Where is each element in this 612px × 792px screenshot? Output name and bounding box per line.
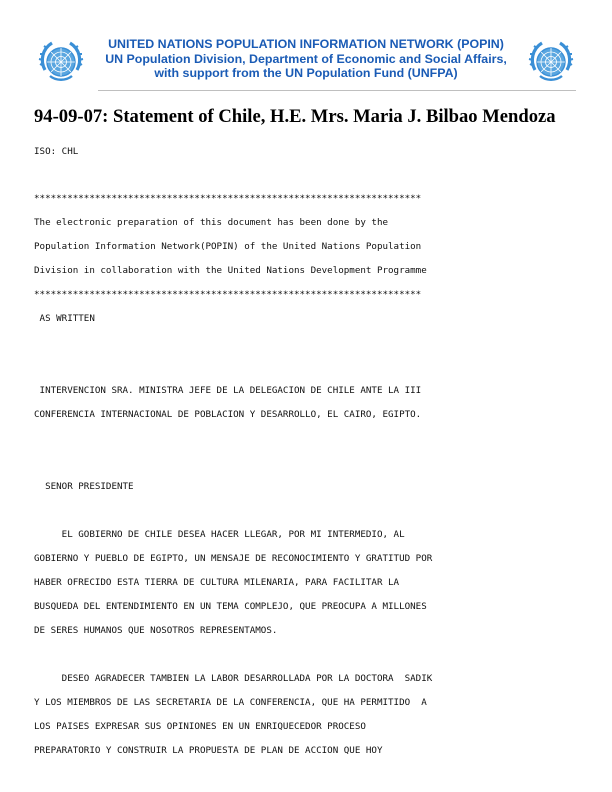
paragraph-line: HABER OFRECIDO ESTA TIERRA DE CULTURA MILENARIA, PARA FACILITAR LA <box>34 577 400 588</box>
as-written-label: AS WRITTEN <box>34 313 95 324</box>
notice-line: Division in collaboration with the United Nations Development Programme <box>34 265 427 276</box>
header-line-3: with support from the UN Population Fund (UNFPA) <box>154 66 458 81</box>
paragraph-line: GOBIERNO Y PUEBLO DE EGIPTO, UN MENSAJE DE RECONOCIMIENTO Y GRATITUD POR <box>34 553 433 564</box>
paragraph-line: LOS PAISES EXPRESAR SUS OPINIONES EN UN ENRIQUECEDOR PROCESO <box>34 721 366 732</box>
intervention-heading-line: CONFERENCIA INTERNACIONAL DE POBLACION Y DESARROLLO, EL CAIRO, EGIPTO. <box>34 409 422 420</box>
star-divider-bottom: ********************************************************************** <box>34 289 422 300</box>
intervention-heading-line: INTERVENCION SRA. MINISTRA JEFE DE LA DELEGACION DE CHILE ANTE LA III <box>34 385 422 396</box>
page-title: 94-09-07: Statement of Chile, H.E. Mrs. Maria J. Bilbao Mendoza <box>34 106 556 127</box>
header-line-1: UNITED NATIONS POPULATION INFORMATION NETWORK (POPIN) <box>108 37 504 51</box>
notice-line: The electronic preparation of this document has been done by the <box>34 217 389 228</box>
paragraph-line: DESEO AGRADECER TAMBIEN LA LABOR DESARROLLADA POR LA DOCTORA SADIK <box>34 673 433 684</box>
star-divider-top: ********************************************************************** <box>34 193 422 204</box>
salutation: SENOR PRESIDENTE <box>34 481 134 492</box>
notice-line: Population Information Network(POPIN) of the United Nations Population <box>34 241 422 252</box>
paragraph-line: Y LOS MIEMBROS DE LAS SECRETARIA DE LA CONFERENCIA, QUE HA PERMITIDO A <box>34 697 427 708</box>
paragraph-line: PREPARATORIO Y CONSTRUIR LA PROPUESTA DE PLAN DE ACCION QUE HOY <box>34 745 383 756</box>
paragraph-line: DE SERES HUMANOS QUE NOSOTROS REPRESENTAMOS. <box>34 625 278 636</box>
iso-code: ISO: CHL <box>34 146 79 157</box>
paragraph-line: BUSQUEDA DEL ENTENDIMIENTO EN UN TEMA COMPLEJO, QUE PREOCUPA A MILLONES <box>34 601 427 612</box>
header-line-2: UN Population Division, Department of Economic and Social Affairs, <box>105 51 507 66</box>
paragraph-line: EL GOBIERNO DE CHILE DESEA HACER LLEGAR, POR MI INTERMEDIO, AL <box>34 529 405 540</box>
